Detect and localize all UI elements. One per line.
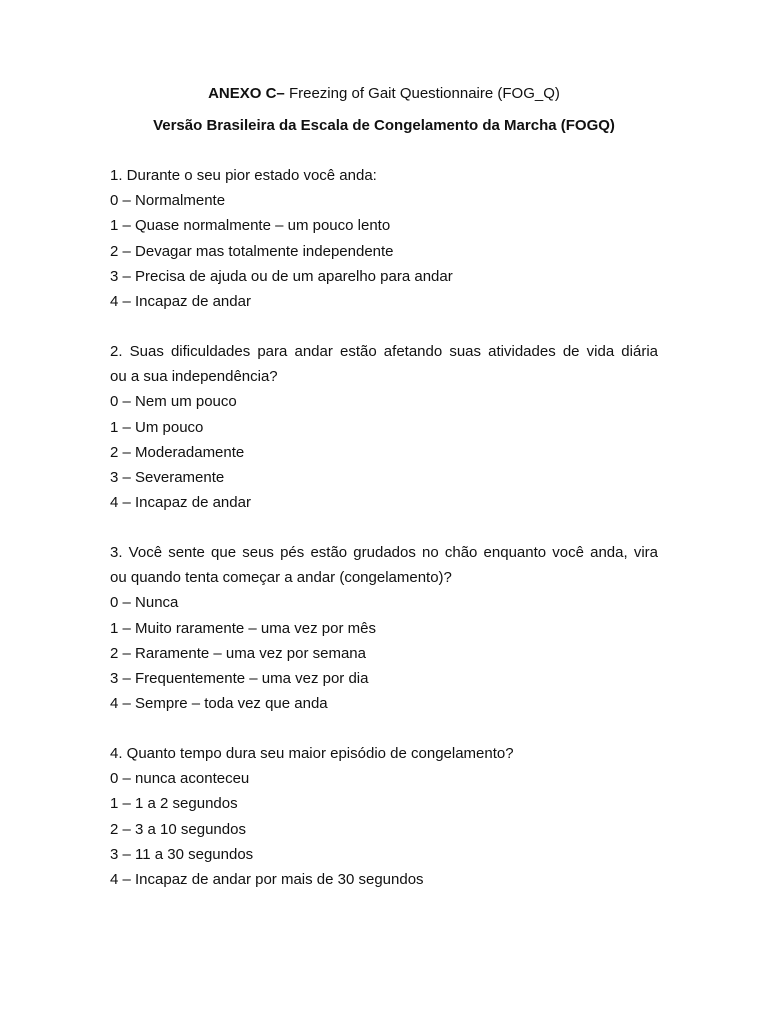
- question-text: 2. Suas dificuldades para andar estão afetando suas atividades de vida diária: [110, 343, 658, 360]
- answer-option: 1 – Um pouco: [110, 418, 204, 436]
- answer-option: 1 – Quase normalmente – um pouco lento: [110, 217, 391, 235]
- answer-option: 2 – Raramente – uma vez por semana: [110, 644, 366, 662]
- answer-option: 3 – Severamente: [110, 468, 225, 486]
- annex-title-text: Freezing of Gait Questionnaire (FOG_Q): [288, 85, 560, 102]
- question-text: 1. Durante o seu pior estado você anda:: [110, 167, 377, 184]
- answer-option: 0 – Nem um pouco: [110, 393, 237, 411]
- answer-option: 4 – Incapaz de andar: [110, 494, 251, 512]
- question-text-continued: ou a sua independência?: [110, 368, 278, 386]
- question-3: [110, 543, 658, 719]
- annex-title: [0, 84, 768, 104]
- answer-option: 1 – Muito raramente – uma vez por mês: [110, 619, 376, 637]
- answer-option: 1 – 1 a 2 segundos: [110, 795, 238, 813]
- answer-option: 0 – nunca aconteceu: [110, 770, 250, 788]
- answer-option: 4 – Incapaz de andar por mais de 30 segundos: [110, 870, 424, 888]
- answer-option: 0 – Normalmente: [110, 192, 226, 210]
- question-text: 4. Quanto tempo dura seu maior episódio de congelamento?: [110, 745, 514, 762]
- annex-label: ANEXO C–: [208, 85, 285, 102]
- answer-option: 4 – Incapaz de andar: [110, 292, 251, 310]
- question-text-continued: ou quando tenta começar a andar (congelamento)?: [110, 569, 452, 587]
- answer-option: 3 – 11 a 30 segundos: [110, 845, 254, 863]
- answer-option: 3 – Precisa de ajuda ou de um aparelho para andar: [110, 267, 453, 285]
- answer-option: 4 – Sempre – toda vez que anda: [110, 695, 328, 713]
- answer-option: 2 – Devagar mas totalmente independente: [110, 242, 394, 260]
- answer-option: 2 – Moderadamente: [110, 443, 245, 461]
- answer-option: 3 – Frequentemente – uma vez por dia: [110, 669, 369, 687]
- question-2: [110, 342, 658, 518]
- question-4: [110, 744, 658, 895]
- answer-option: 0 – Nunca: [110, 594, 179, 612]
- answer-option: 2 – 3 a 10 segundos: [110, 820, 246, 838]
- document-subtitle: Versão Brasileira da Escala de Congelamento da Marcha (FOGQ): [153, 117, 615, 134]
- question-1: [110, 166, 658, 317]
- question-text: 3. Você sente que seus pés estão grudados no chão enquanto você anda, vira: [110, 544, 658, 561]
